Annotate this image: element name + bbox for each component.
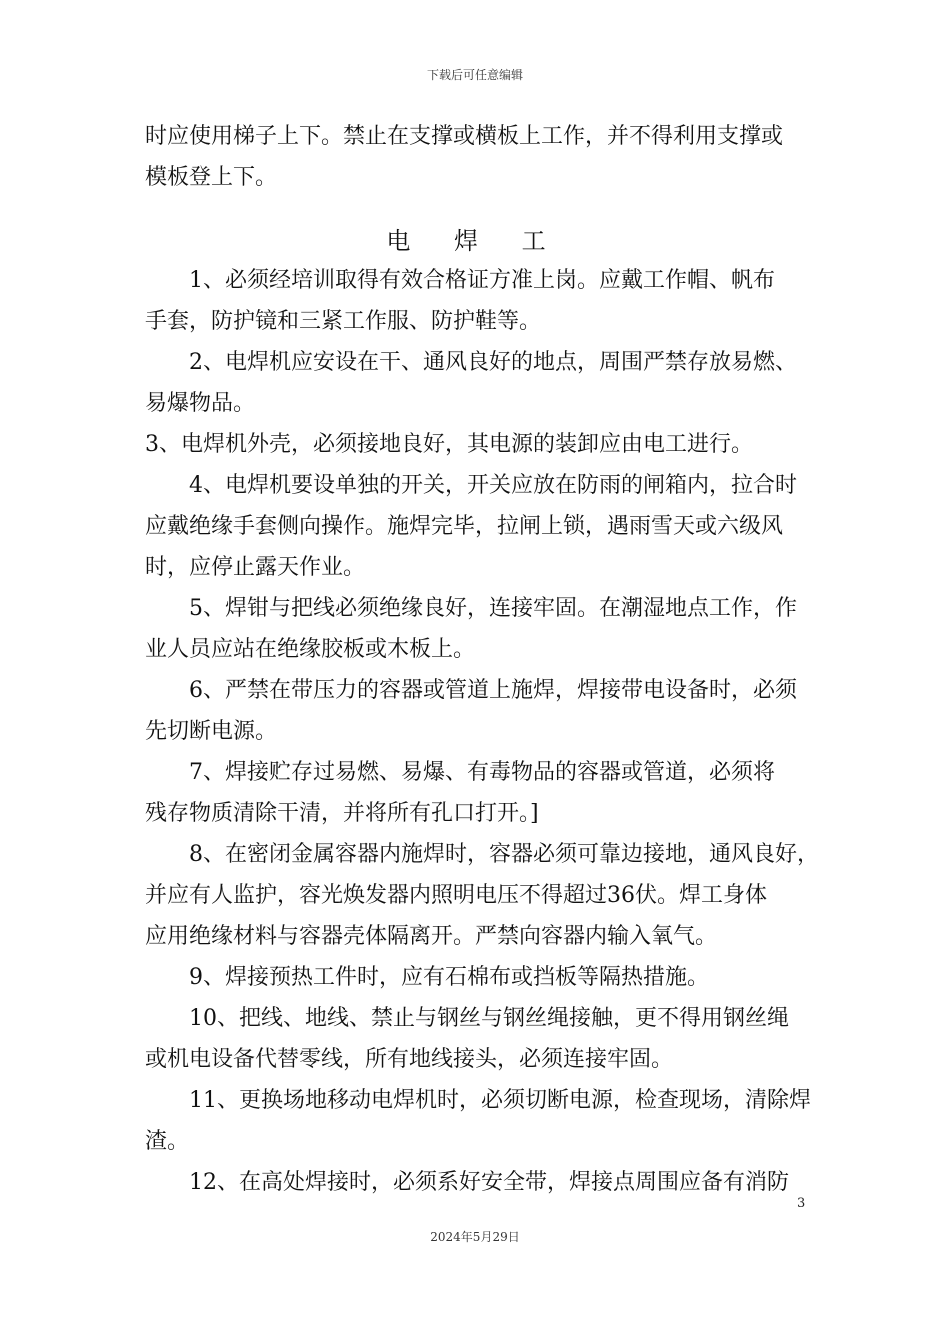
paragraph-line: 10、把线、地线、禁止与钢丝与钢丝绳接触，更不得用钢丝绳 xyxy=(189,1006,789,1031)
paragraph-line: 易爆物品。 xyxy=(145,391,256,416)
paragraph-line: 残存物质清除干清，并将所有孔口打开。] xyxy=(145,801,539,826)
paragraph-line: 或机电设备代替零线，所有地线接头，必须连接牢固。 xyxy=(145,1047,674,1072)
paragraph-line: 模板登上下。 xyxy=(145,165,278,190)
continuation-text xyxy=(145,116,813,198)
paragraph-line: 6、严禁在带压力的容器或管道上施焊，焊接带电设备时，必须 xyxy=(189,678,797,703)
paragraph-line: 3、电焊机外壳，必须接地良好，其电源的装卸应由电工进行。 xyxy=(145,432,753,457)
paragraph-line: 手套，防护镜和三紧工作服、防护鞋等。 xyxy=(145,309,542,334)
paragraph-line: 业人员应站在绝缘胶板或木板上。 xyxy=(145,637,476,662)
page-footer-date: 2024年5月29日 xyxy=(430,1230,520,1244)
paragraph-line: 应戴绝缘手套侧向操作。施焊完毕，拉闸上锁，遇雨雪天或六级风 xyxy=(145,514,784,539)
paragraph-line: 7、焊接贮存过易燃、易爆、有毒物品的容器或管道，必须将 xyxy=(189,760,775,785)
paragraph-line: 应用绝缘材料与容器壳体隔离开。严禁向容器内输入氧气。 xyxy=(145,924,718,949)
paragraph-line: 1、必须经培训取得有效合格证方准上岗。应戴工作帽、帆布 xyxy=(189,268,775,293)
paragraph-line: 9、焊接预热工件时，应有石棉布或挡板等隔热措施。 xyxy=(189,965,709,990)
paragraph-line: 渣。 xyxy=(145,1129,190,1154)
paragraph-line: 2、电焊机应安设在干、通风良好的地点，周围严禁存放易燃、 xyxy=(189,350,797,375)
paragraph-line: 8、在密闭金属容器内施焊时，容器必须可靠边接地，通风良好， xyxy=(189,842,819,867)
paragraph-line: 4、电焊机要设单独的开关，开关应放在防雨的闸箱内，拉合时 xyxy=(189,473,797,498)
paragraph-line: 时，应停止露天作业。 xyxy=(145,555,366,580)
paragraph-line: 12、在高处焊接时，必须系好安全带，焊接点周围应备有消防 xyxy=(189,1170,789,1195)
paragraph-line: 11、更换场地移动电焊机时，必须切断电源，检查现场，清除焊 xyxy=(189,1088,811,1113)
section-body xyxy=(145,260,819,1203)
paragraph-line: 并应有人监护，容光焕发器内照明电压不得超过36伏。焊工身体 xyxy=(145,883,767,908)
paragraph-line: 先切断电源。 xyxy=(145,719,278,744)
page-header: 下载后可任意编辑 xyxy=(426,68,523,82)
paragraph-line: 5、焊钳与把线必须绝缘良好，连接牢固。在潮湿地点工作，作 xyxy=(189,596,797,621)
paragraph-line: 时应使用梯子上下。禁止在支撑或横板上工作，并不得利用支撑或 xyxy=(145,124,784,149)
page-number: 3 xyxy=(797,1196,806,1211)
section-title: 电 焊 工 xyxy=(386,227,564,255)
